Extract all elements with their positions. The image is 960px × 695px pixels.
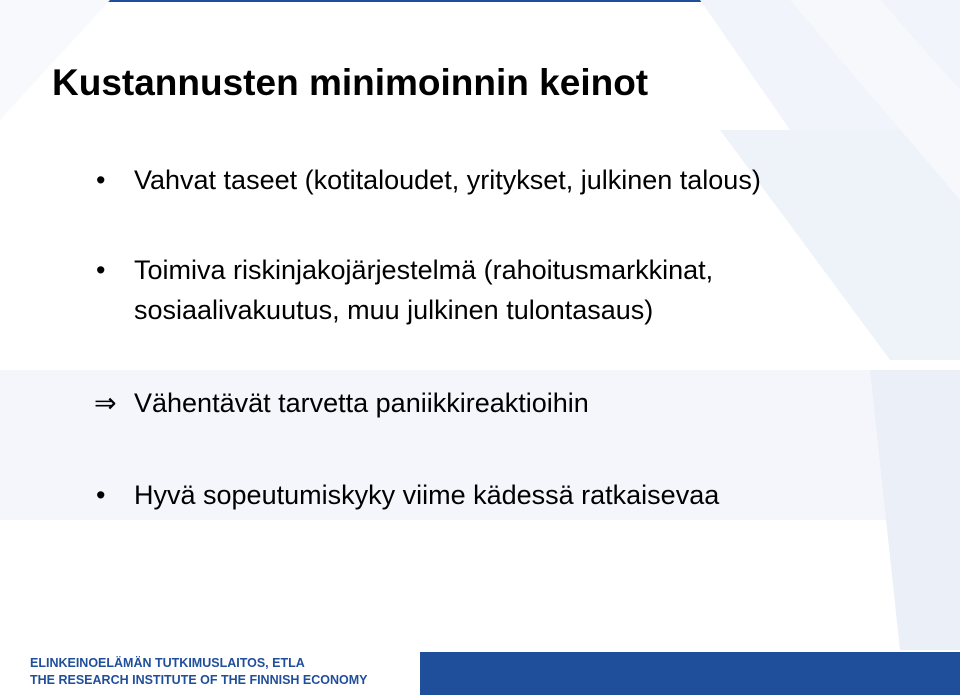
footer-org-name-fi: ELINKEINOELÄMÄN TUTKIMUSLAITOS, ETLA xyxy=(30,656,305,670)
slide-title: Kustannusten minimoinnin keinot xyxy=(52,62,649,103)
bullet-text-line-2: sosiaalivakuutus, muu julkinen tulontasaus) xyxy=(134,295,654,325)
footer-left-panel xyxy=(0,652,420,695)
bullet-text: Vahvat taseet (kotitaloudet, yritykset, julkinen talous) xyxy=(134,165,761,195)
bullet-text: Hyvä sopeutumiskyky viime kädessä ratkaisevaa xyxy=(134,480,720,510)
footer-brand-band xyxy=(420,652,960,695)
bullet-text-line-1: Toimiva riskinjakojärjestelmä (rahoitusmarkkinat, xyxy=(134,255,714,285)
footer-bar xyxy=(0,652,960,695)
bullet-marker: • xyxy=(96,480,106,510)
bullet-text: Vähentävät tarvetta paniikkireaktioihin xyxy=(134,388,589,418)
footer-stripe xyxy=(0,652,18,695)
bullet-marker: • xyxy=(96,255,106,285)
implies-arrow-icon: ⇒ xyxy=(94,388,117,418)
footer-org-name-en: THE RESEARCH INSTITUTE OF THE FINNISH ECONOMY xyxy=(30,673,368,687)
bullet-marker: • xyxy=(96,165,106,195)
